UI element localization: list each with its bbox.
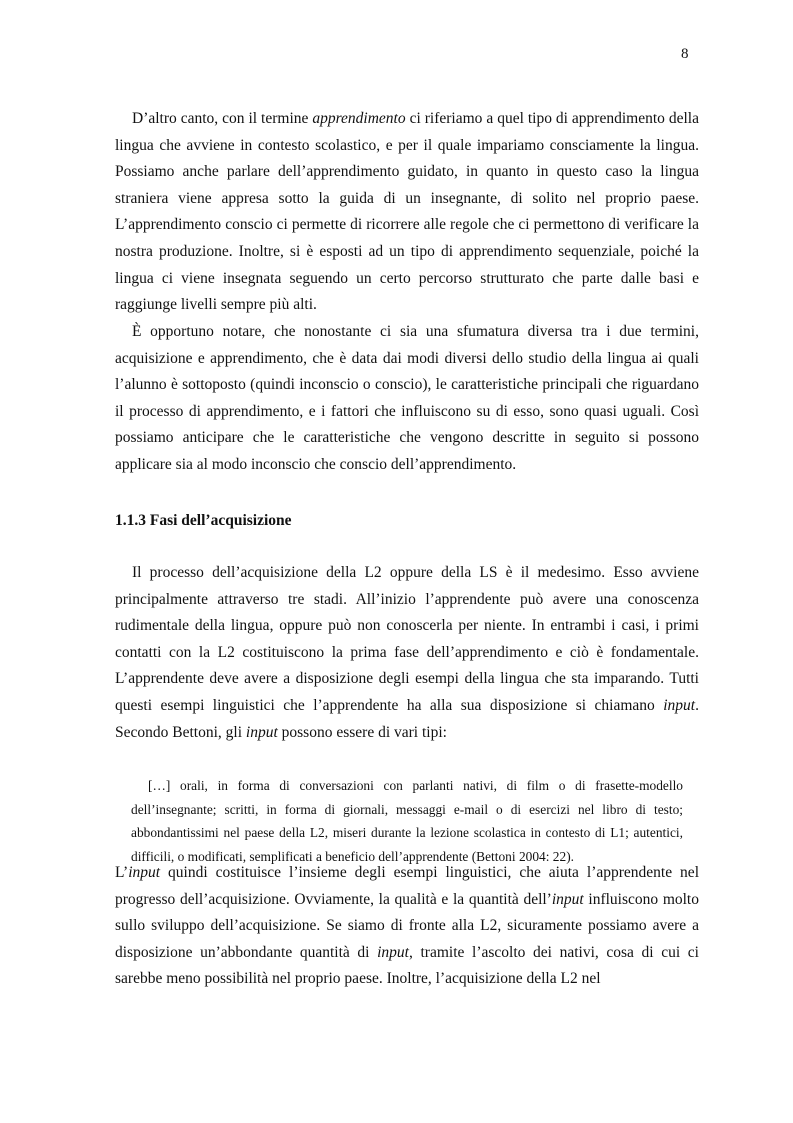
paragraph-text: possono essere di vari tipi:: [277, 723, 447, 741]
paragraph-acquisizione-apprendimento: È opportuno notare, che nonostante ci sia una sfumatura diversa tra i due termini, acquisizione e apprendimento, che è data dai modi diversi dello studio della lingua ai quali l’alunno è sottoposto (quindi inconscio o conscio), le caratteristiche principali che riguardano il processo di apprendimento, e i fattori che influiscono su di esso, sono quasi uguali. Così possiamo anticipare che le caratteristiche che vengono descritte in seguito si possono applicare sia al modo inconscio che conscio dell’apprendimento.: [115, 323, 699, 473]
paragraph-text: , tramite l’ascolto dei nativi, cosa di cui ci sarebbe meno possibilità nel proprio paese. Inoltre, l’acquisizione della L2 nel: [115, 943, 699, 988]
paragraph-text: D’altro canto, con il termine: [132, 110, 313, 127]
emphasis-term: apprendimento: [312, 110, 406, 127]
paragraph-input: [115, 860, 699, 993]
page-number: 8: [681, 46, 689, 62]
paragraph-text: L’: [115, 864, 129, 881]
emphasis-term: input: [245, 723, 278, 741]
emphasis-term: input: [128, 864, 161, 881]
block-quote: […] orali, in forma di conversazioni con parlanti nativi, di film o di frasette-modello dell’insegnante; scritti, in forma di giornali, messaggi e-mail o di esercizi nel libro di testo; abbondantissimi nel paese della L2, miseri durante la lezione scolastica in contesto di L1; autentici, difficili, o modificati, semplificati a beneficio dell’apprendente (Bettoni 2004: 22).: [131, 778, 683, 864]
section-heading: 1.1.3 Fasi dell’acquisizione: [115, 512, 292, 529]
paragraph-apprendimento: [115, 106, 699, 319]
emphasis-term: input: [377, 943, 409, 961]
paragraph-text: Il processo dell’acquisizione della L2 oppure della LS è il medesimo. Esso avviene principalmente attraverso tre stadi. All’inizio l’apprendente può avere una conoscenza rudimentale della lingua, oppure può non conoscerla per niente. In entrambi i casi, i primi contatti con la L2 costituiscono la prima fase dell’apprendimento e ciò è fondamentale. L’apprendente deve avere a disposizione degli esempi della lingua che sta imparando. Tutti questi esempi linguistici che l’apprendente ha alla sua disposizione si chiamano: [115, 564, 699, 714]
paragraph-fasi: [115, 560, 699, 746]
paragraph-text: . Secondo Bettoni, gli: [115, 696, 699, 741]
paragraph-text: influiscono molto sullo sviluppo dell’acquisizione. Se siamo di fronte alla L2, sicuramente possiamo avere a disposizione un’abbondante quantità di: [115, 890, 699, 961]
paragraph-text: ci riferiamo a quel tipo di apprendimento della lingua che avviene in contesto scolastico, e per il quale impariamo consciamente la lingua. Possiamo anche parlare dell’apprendimento guidato, in quanto in questo caso la lingua straniera viene appresa sotto la guida di un insegnante, di solito nel proprio paese. L’apprendimento conscio ci permette di ricorrere alle regole che ci permettono di verificare la nostra produzione. Inoltre, si è esposti ad un tipo di apprendimento sequenziale, poiché la lingua ci viene insegnata seguendo un certo percorso strutturato che parte dalle basi e raggiunge livelli sempre più alti.: [115, 110, 699, 314]
emphasis-term: input: [551, 890, 584, 908]
emphasis-term: input: [663, 696, 696, 714]
paragraph-text: quindi costituisce l’insieme degli esempi linguistici, che aiuta l’apprendente nel progresso dell’acquisizione. Ovviamente, la qualità e la quantità dell’: [115, 864, 699, 908]
